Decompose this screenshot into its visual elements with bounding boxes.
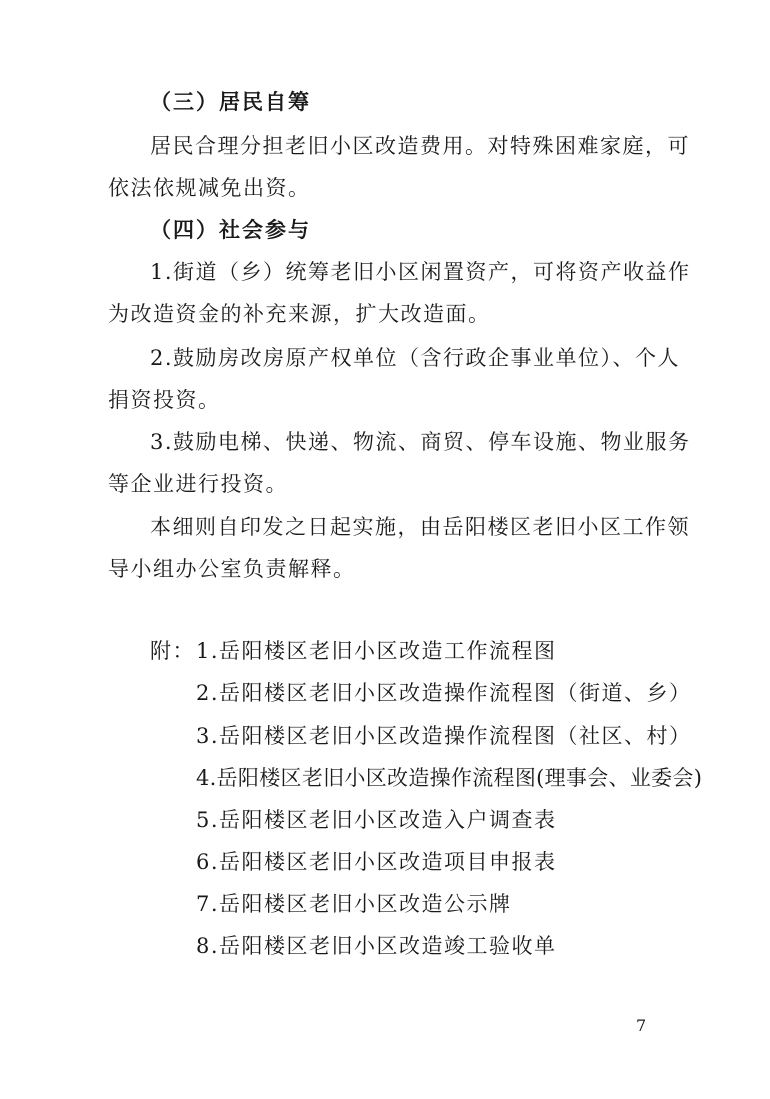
list-item-line: 等企业进行投资。	[108, 472, 288, 496]
attachment-item: 2.岳阳楼区老旧小区改造操作流程图（街道、乡）	[196, 681, 692, 705]
paragraph-line: 依法依规减免出资。	[108, 176, 311, 200]
paragraph-line: 居民合理分担老旧小区改造费用。对特殊困难家庭，可	[150, 134, 690, 158]
closing-line: 本细则自印发之日起实施，由岳阳楼区老旧小区工作领	[150, 515, 690, 539]
attachment-item: 5.岳阳楼区老旧小区改造入户调查表	[196, 808, 557, 832]
list-item-line: 为改造资金的补充来源，扩大改造面。	[108, 302, 491, 326]
attachment-item: 3.岳阳楼区老旧小区改造操作流程图（社区、村）	[196, 724, 692, 748]
closing-line: 导小组办公室负责解释。	[108, 557, 356, 581]
list-item-line: 2.鼓励房改房原产权单位（含行政企事业单位）、个人	[150, 346, 681, 370]
section-heading-3: （三）居民自筹	[150, 89, 311, 114]
attachment-item: 6.岳阳楼区老旧小区改造项目申报表	[196, 850, 557, 874]
page-number: 7	[636, 1016, 647, 1035]
list-item-line: 1.街道（乡）统筹老旧小区闲置资产，可将资产收益作	[150, 260, 691, 284]
attachment-item: 1.岳阳楼区老旧小区改造工作流程图	[196, 639, 557, 663]
attachments-label: 附：	[150, 639, 195, 663]
attachment-item: 8.岳阳楼区老旧小区改造竣工验收单	[196, 934, 557, 958]
section-heading-4: （四）社会参与	[150, 217, 311, 242]
attachment-item: 7.岳阳楼区老旧小区改造公示牌	[196, 892, 512, 916]
list-item-line: 捐资投资。	[108, 388, 221, 412]
list-item-line: 3.鼓励电梯、快递、物流、商贸、停车设施、物业服务	[150, 430, 691, 454]
attachment-item: 4.岳阳楼区老旧小区改造操作流程图(理事会、业委会)	[196, 766, 703, 790]
